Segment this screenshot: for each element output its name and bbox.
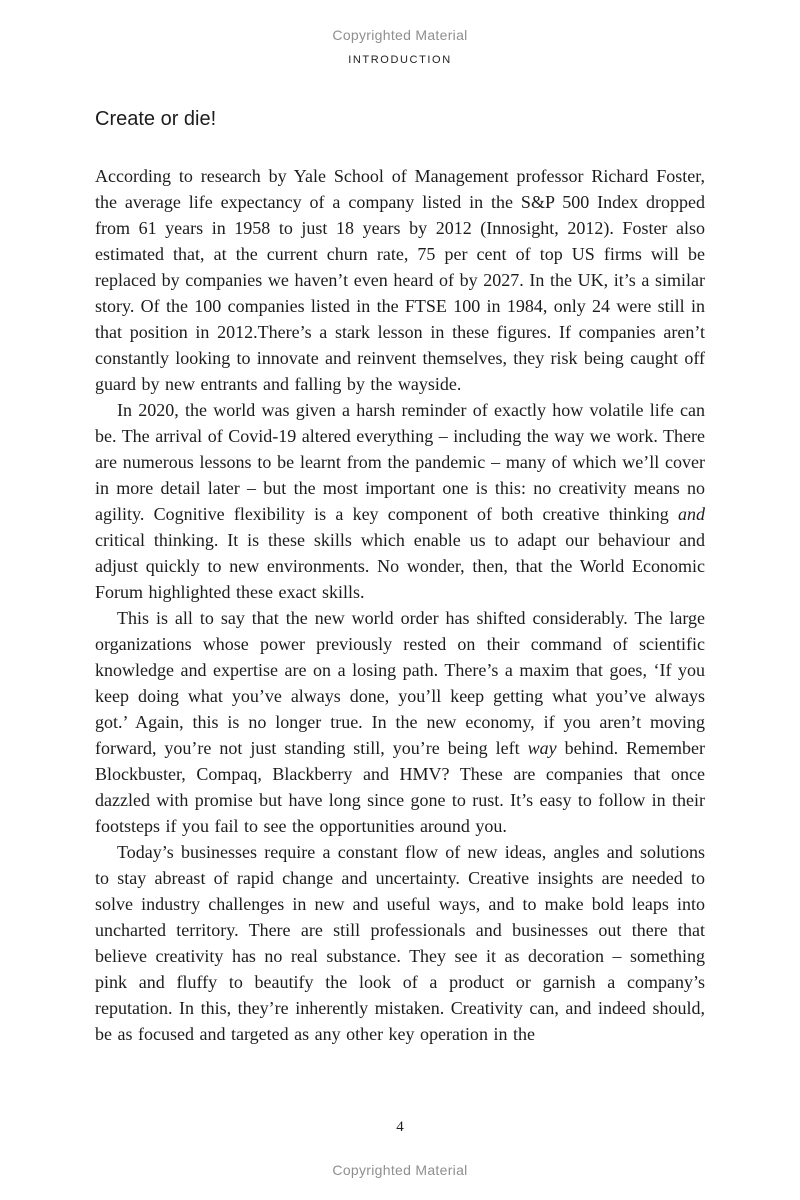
paragraph-2-italic-text: and	[678, 504, 705, 524]
paragraph-3-text: This is all to say that the new world order has shifted considerably. The large organizations whose power previously rested on their command of scientific knowledge and expertise are on a losing path. There’s a maxim that goes, ‘If you keep doing what you’ve always done, you’ll keep getting what you’ve always got.’ Again, this is no longer true. In the new economy, if you aren’t moving forward, you’re not just standing still, you’re being left	[95, 608, 705, 758]
copyright-notice-bottom: Copyrighted Material	[332, 1162, 468, 1178]
page-number: 4	[396, 1119, 404, 1135]
paragraph-1-text: According to research by Yale School of Management professor Richard Foster, the average life expectancy of a company listed in the S&P 500 Index dropped from 61 years in 1958 to just 18 years by 2012 (Innosight, 2012). Foster also estimated that, at the current churn rate, 75 per cent of top US firms will be replaced by companies we haven’t even heard of by 2027. In the UK, it’s a similar story. Of the 100 companies listed in the FTSE 100 in 1984, only 24 were still in that position in 2012.There’s a stark lesson in these figures. If companies aren’t constantly looking to innovate and reinvent themselves, they risk being caught off guard by new entrants and falling by the wayside.	[95, 166, 705, 394]
paragraph-3-italic-text: way	[527, 738, 557, 758]
paragraph-4	[95, 839, 705, 1047]
paragraph-4-text: Today’s businesses require a constant flow of new ideas, angles and solutions to stay abreast of rapid change and uncertainty. Creative insights are needed to solve industry challenges in new and useful ways, and to make bold leaps into uncharted territory. There are still professionals and businesses out there that believe creativity has no real substance. They see it as decoration – something pink and fluffy to beautify the look of a product or garnish a company’s reputation. In this, they’re inherently mistaken. Creativity can, and indeed should, be as focused and targeted as any other key operation in the	[95, 842, 705, 1044]
chapter-heading: INTRODUCTION	[348, 54, 452, 66]
section-title: Create or die!	[95, 108, 217, 130]
paragraph-3-text-continued: behind. Remember Blockbuster, Compaq, Blackberry and HMV? These are companies that once dazzled with promise but have long since gone to rust. It’s easy to follow in their footsteps if you fail to see the opportunities around you.	[95, 738, 705, 836]
page-content	[0, 108, 800, 1047]
paragraph-2-text: In 2020, the world was given a harsh reminder of exactly how volatile life can be. The arrival of Covid-19 altered everything – including the way we work. There are numerous lessons to be learnt from the pandemic – many of which we’ll cover in more detail later – but the most important one is this: no creativity means no agility. Cognitive flexibility is a key component of both creative thinking	[95, 400, 705, 524]
paragraph-3	[95, 605, 705, 839]
paragraph-2	[95, 397, 705, 605]
page-header	[0, 0, 800, 66]
paragraph-2-text-continued: critical thinking. It is these skills which enable us to adapt our behaviour and adjust quickly to new environments. No wonder, then, that the World Economic Forum highlighted these exact skills.	[95, 530, 705, 602]
paragraph-1	[95, 163, 705, 397]
copyright-notice-top: Copyrighted Material	[332, 27, 468, 43]
